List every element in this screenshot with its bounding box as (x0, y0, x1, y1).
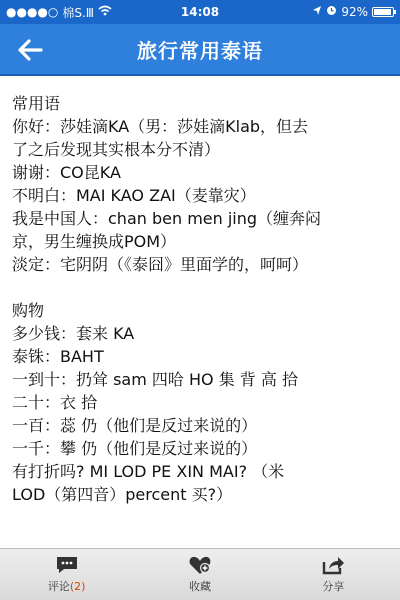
share-label: 分享 (322, 580, 345, 593)
phrase-line: 淡定：宅阴阴（《泰囧》里面学的，呵呵） (12, 255, 309, 274)
status-right (312, 5, 394, 19)
phrase-line: 有打折吗? MI LOD PE XIN MAI? （米 (12, 462, 285, 481)
phrase-line: 泰铢：BAHT (12, 347, 104, 366)
share-icon (321, 555, 345, 575)
alarm-icon (326, 5, 337, 19)
phrase-line: 二十：衣 拾 (12, 393, 98, 412)
phrase-line: 多少钱：套来 KA (12, 324, 135, 343)
battery-fill (374, 9, 391, 15)
phrase-line: 京，男生缠换成POM） (12, 232, 177, 251)
status-bar (0, 0, 400, 24)
back-button[interactable] (12, 32, 48, 68)
battery-icon (372, 7, 394, 17)
share-button[interactable] (267, 549, 400, 600)
section-shopping (12, 299, 390, 506)
comment-count: (2) (69, 580, 86, 593)
battery-percent: 92% (341, 5, 368, 19)
phrase-line: 谢谢：CO昆KA (12, 163, 121, 182)
phrase-line: 一百：蕊 仍（他们是反过来说的） (12, 416, 258, 435)
section-title: 购物 (12, 301, 45, 320)
favorite-button[interactable] (133, 549, 266, 600)
bottom-toolbar (0, 548, 400, 600)
location-icon (312, 5, 322, 19)
phrase-line: 一千：攀 仍（他们是反过来说的） (12, 439, 258, 458)
page-title: 旅行常用泰语 (137, 38, 263, 63)
back-arrow-icon (17, 39, 43, 61)
phrase-line: 不明白：MAI KAO ZAI（麦靠灾） (12, 186, 256, 205)
status-time: 14:08 (180, 5, 220, 19)
comment-label: 评论 (47, 580, 70, 593)
comment-button[interactable] (0, 549, 133, 600)
phrase-line: 了之后发现其实根本分不清） (12, 140, 221, 159)
wifi-icon (98, 5, 112, 19)
status-left (6, 4, 112, 21)
carrier-name: 棉S.Ⅲ (62, 5, 95, 20)
section-spacer (12, 276, 390, 299)
comment-icon (55, 555, 79, 575)
comment-label-wrap (48, 578, 86, 594)
title-bar (0, 24, 400, 76)
section-title: 常用语 (12, 94, 61, 113)
phrase-line: 我是中国人：chan ben men jing（缠奔闷 (12, 209, 322, 228)
phrase-line: 你好：莎娃滴KA（男：莎娃滴Klab，但去 (12, 117, 309, 136)
favorite-heart-icon (188, 555, 212, 575)
phrase-line: 一到十：扔耸 sam 四哈 HO 集 背 高 拾 (12, 370, 298, 389)
phrase-line: LOD（第四音）percent 买?） (12, 485, 233, 504)
favorite-label: 收藏 (188, 580, 211, 593)
signal-strength: ●●●●○ (6, 5, 59, 19)
section-common-phrases (12, 92, 390, 276)
article-content[interactable] (0, 78, 400, 548)
